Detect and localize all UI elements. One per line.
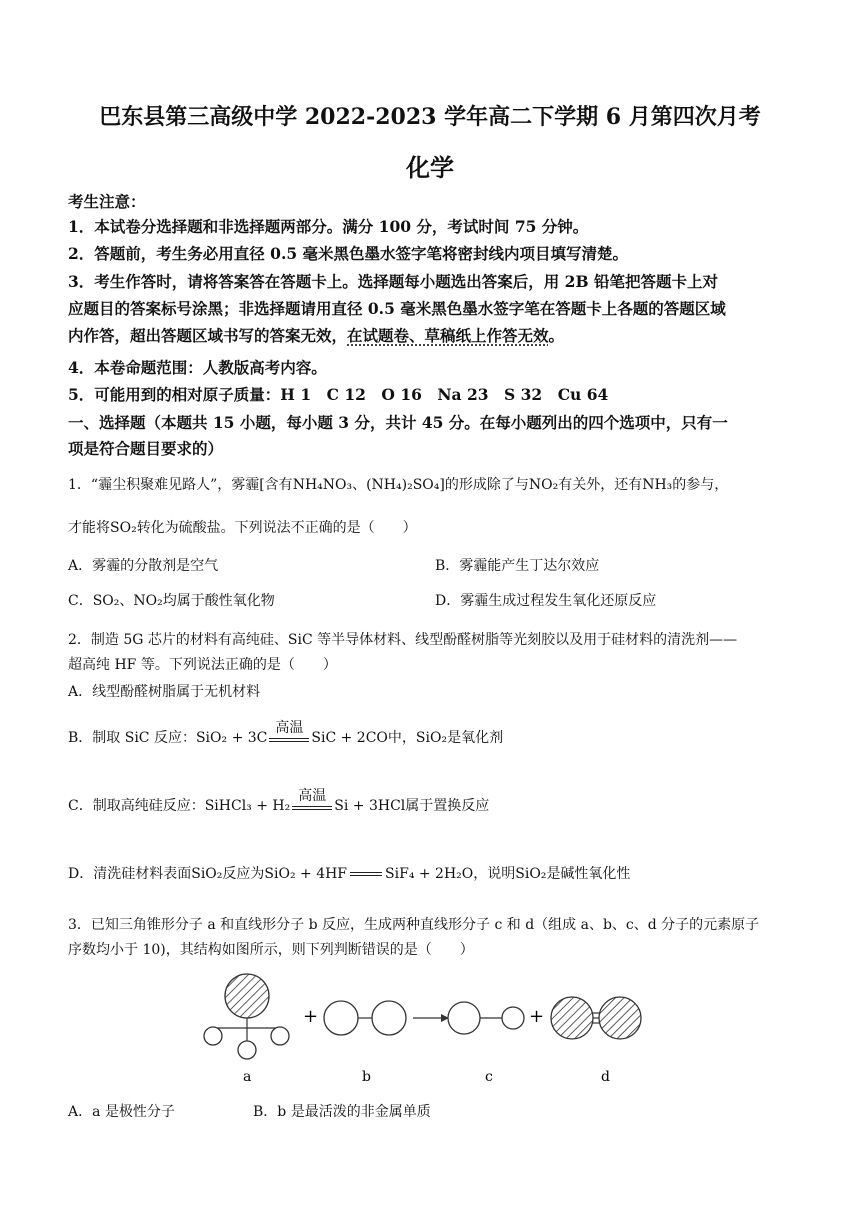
label-c: c: [485, 1069, 493, 1085]
notice-item-5: 5．可能用到的相对原子质量：H 1 C 12 O 16 Na 23 S 32 Cu 64: [68, 385, 609, 404]
reaction-arrow: [413, 1014, 449, 1022]
option-text: C．制取高纯硅反应：: [68, 798, 205, 814]
option-text: 反应为: [222, 866, 265, 882]
molecule-b: [324, 1001, 406, 1035]
question-3-line2: 序数均小于 10)，其结构如图所示，则下列判断错误的是（ ）: [68, 942, 474, 958]
equals-sign: [350, 872, 382, 876]
q2-option-d: [68, 863, 630, 883]
notice-item-3-line1: 3．考生作答时，请将答案答在答题卡上。选择题每小题选出答案后，用 2B 铅笔把答题卡上对: [68, 272, 718, 291]
question-2-line2: 超高纯 HF 等。下列说法正确的是（ ）: [68, 657, 337, 673]
q3-option-a: A．a 是极性分子: [68, 1104, 175, 1120]
molecule-reaction-diagram: [195, 968, 665, 1090]
formula: NH₄NO₃、(NH₄)₂SO₄: [292, 477, 440, 493]
q1-option-d: D．雾霾生成过程发生氧化还原反应: [435, 593, 657, 609]
formula: SO₂、NO₂: [92, 593, 163, 609]
equation-lhs: SiO₂ + 3C: [195, 730, 268, 746]
plus-sign: +: [529, 1006, 545, 1027]
option-text: 是氧化剂: [447, 730, 504, 746]
subject-title: 化学: [406, 153, 454, 182]
q2-option-b: [68, 720, 504, 747]
q2-option-a: A．线型酚醛树脂属于无机材料: [68, 684, 261, 700]
notice-text: 内作答，超出答题区域书写的答案无效，: [68, 326, 348, 345]
question-text: ]的形成除了与: [439, 477, 529, 493]
molecule-d: [551, 997, 641, 1039]
question-3-line1: 3．已知三角锥形分子 a 和直线形分子 b 反应，生成两种直线形分子 c 和 d（组成 a、b、c、d 分子的元素原子: [68, 917, 760, 933]
q2-option-c: [68, 788, 490, 815]
option-text: B．制取 SiC 反应：: [68, 730, 196, 746]
question-text: 才能将: [68, 520, 110, 536]
notice-heading: 考生注意：: [68, 192, 146, 211]
label-d: d: [601, 1069, 610, 1085]
notice-text: 。: [548, 326, 565, 345]
option-text: ，说明: [473, 866, 516, 882]
formula: SiO₂: [191, 866, 223, 882]
condition-label: 高温: [298, 788, 327, 804]
question-text: 有关外，还有: [558, 477, 643, 493]
notice-item-1: 1．本试卷分选择题和非选择题两部分。满分 100 分，考试时间 75 分钟。: [68, 217, 589, 236]
molecule-a: [204, 974, 289, 1059]
molecule-c: [448, 1002, 524, 1034]
option-text: 属于置换反应: [405, 798, 490, 814]
question-text: 转化为硫酸盐。下列说法不正确的是（ ）: [136, 520, 417, 536]
question-text: 1．“霾尘积聚难见路人”，雾霾[含有: [68, 477, 293, 493]
condition-label: 高温: [275, 720, 304, 736]
option-text: D．清洗硅材料表面: [68, 866, 192, 882]
double-line: [269, 738, 309, 742]
notice-item-4: 4．本卷命题范围：人教版高考内容。: [68, 358, 327, 377]
label-b: b: [362, 1069, 371, 1085]
option-text: 中，: [387, 730, 416, 746]
exam-title: 巴东县第三高级中学 2022-2023 学年高二下学期 6 月第四次月考: [99, 104, 761, 130]
option-text: 均属于酸性氧化物: [162, 593, 275, 609]
formula: NH₃: [642, 477, 673, 493]
emphasis-dotted-text: 在试题卷、草稿纸上作答无效: [347, 326, 549, 345]
question-1-line1: [68, 474, 728, 494]
equation-rhs: Si + 3HCl: [334, 798, 406, 814]
q1-option-b: B．雾霾能产生丁达尔效应: [435, 558, 600, 574]
equals-condition: [269, 720, 309, 742]
q1-option-c: [68, 590, 275, 610]
formula: NO₂: [528, 477, 559, 493]
equals-condition: [292, 788, 332, 810]
question-1-line2: [68, 517, 417, 537]
option-label: C．: [68, 593, 93, 609]
notice-item-2: 2．答题前，考生务必用直径 0.5 毫米黑色墨水签字笔将密封线内项目填写清楚。: [68, 244, 629, 263]
equation-lhs: SiHCl₃ + H₂: [204, 798, 291, 814]
plus-sign: +: [303, 1006, 319, 1027]
notice-item-3-line2: 应题目的答案标号涂黑；非选择题请用直径 0.5 毫米黑色墨水签字笔在答题卡上各题的答题区域: [68, 299, 726, 318]
equation-rhs: SiF₄ + 2H₂O: [385, 866, 474, 882]
question-text: 的参与，: [672, 477, 729, 493]
section-heading-line1: 一、选择题（本题共 15 小题，每小题 3 分，共计 45 分。在每小题列出的四个选项中，只有一: [68, 413, 728, 432]
formula: SO₂: [110, 520, 137, 536]
double-line: [292, 806, 332, 810]
equation-lhs: SiO₂ + 4HF: [264, 866, 348, 882]
label-a: a: [243, 1069, 252, 1085]
formula: SiO₂: [515, 866, 547, 882]
notice-item-3-line3: [68, 324, 564, 346]
q3-option-b: B．b 是最活泼的非金属单质: [253, 1104, 431, 1120]
option-text: 是碱性氧化性: [546, 866, 631, 882]
formula: SiO₂: [415, 730, 448, 746]
q1-option-a: A．雾霾的分散剂是空气: [68, 558, 219, 574]
question-2-line1: 2．制造 5G 芯片的材料有高纯硅、SiC 等半导体材料、线型酚醛树脂等光刻胶以及用于硅材料的清洗剂——: [68, 632, 738, 648]
section-heading-line2: 项是符合题目要求的）: [68, 439, 224, 458]
equation-rhs: SiC + 2CO: [311, 730, 388, 746]
